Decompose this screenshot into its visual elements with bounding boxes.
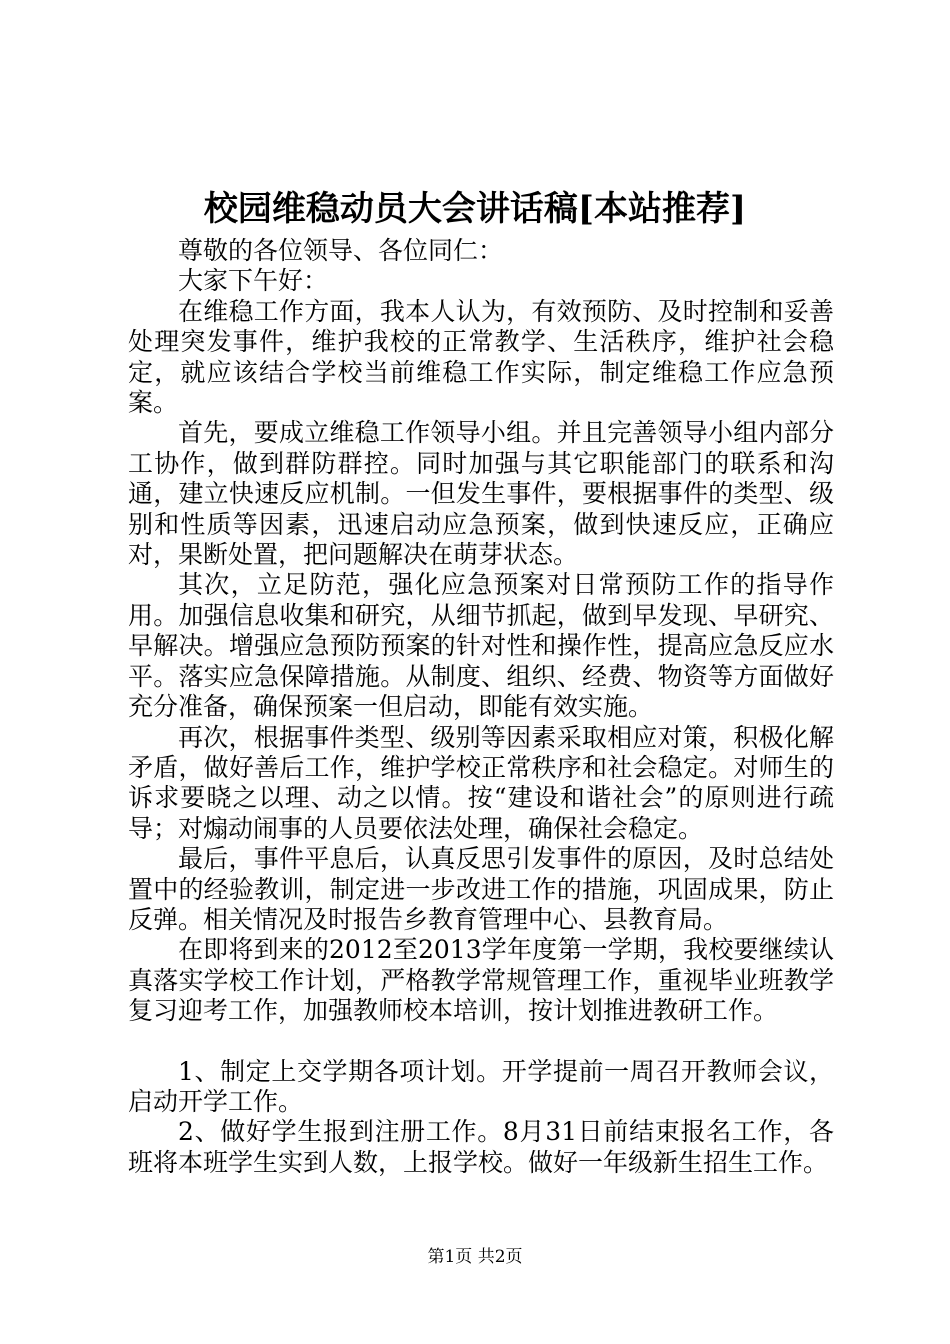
greeting: 大家下午好： (178, 266, 329, 296)
paragraph-third: 再次，根据事件类型、级别等因素采取相应对策，积极化解矛盾，做好善后工作，维护学校正常秩序和社会稳定。对师生的诉求要晓之以理、动之以情。按“建设和谐社会”的原则进行疏导；对煽动闹事的人员要依法处理，确保社会稳定。 (128, 722, 834, 843)
salutation: 尊敬的各位领导、各位同仁： (178, 236, 504, 265)
paragraph-intro: 在维稳工作方面，我本人认为，有效预防、及时控制和妥善处理突发事件，维护我校的正常教学、生活秩序，维护社会稳定，就应该结合学校当前维稳工作实际，制定维稳工作应急预案。 (128, 296, 834, 418)
document-title: 校园维稳动员大会讲话稿[本站推荐] (203, 189, 747, 229)
paragraph-first: 首先，要成立维稳工作领导小组。并且完善领导小组内部分工协作，做到群防群控。同时加强与其它职能部门的联系和沟通，建立快速反应机制。一但发生事件，要根据事件的类型、级别和性质等因素，迅速启动应急预案，做到快速反应，正确应对，果断处置，把问题解决在萌芽状态。 (128, 418, 834, 570)
list-item: 2、做好学生报到注册工作。8月31日前结束报名工作，各班将本班学生实到人数，上报学校。做好一年级新生招生工作。 (128, 1117, 834, 1177)
document-body (128, 236, 834, 1178)
paragraph-second: 其次，立足防范，强化应急预案对日常预防工作的指导作用。加强信息收集和研究，从细节抓起，做到早发现、早研究、早解决。增强应急预防预案的针对性和操作性，提高应急反应水平。落实应急保障措施。从制度、组织、经费、物资等方面做好充分准备，确保预案一但启动，即能有效实施。 (128, 570, 834, 722)
paragraph-semester: 在即将到来的2012至2013学年度第一学期，我校要继续认真落实学校工作计划，严格教学常规管理工作，重视毕业班教学复习迎考工作，加强教师校本培训，按计划推进教研工作。 (128, 935, 834, 1026)
list-item: 1、制定上交学期各项计划。开学提前一周召开教师会议，启动开学工作。 (128, 1056, 834, 1116)
paragraph-last: 最后，事件平息后，认真反思引发事件的原因，及时总结处置中的经验教训，制定进一步改进工作的措施，巩固成果，防止反弹。相关情况及时报告乡教育管理中心、县教育局。 (128, 844, 834, 934)
page-number: 第1页 共2页 (427, 1247, 523, 1267)
